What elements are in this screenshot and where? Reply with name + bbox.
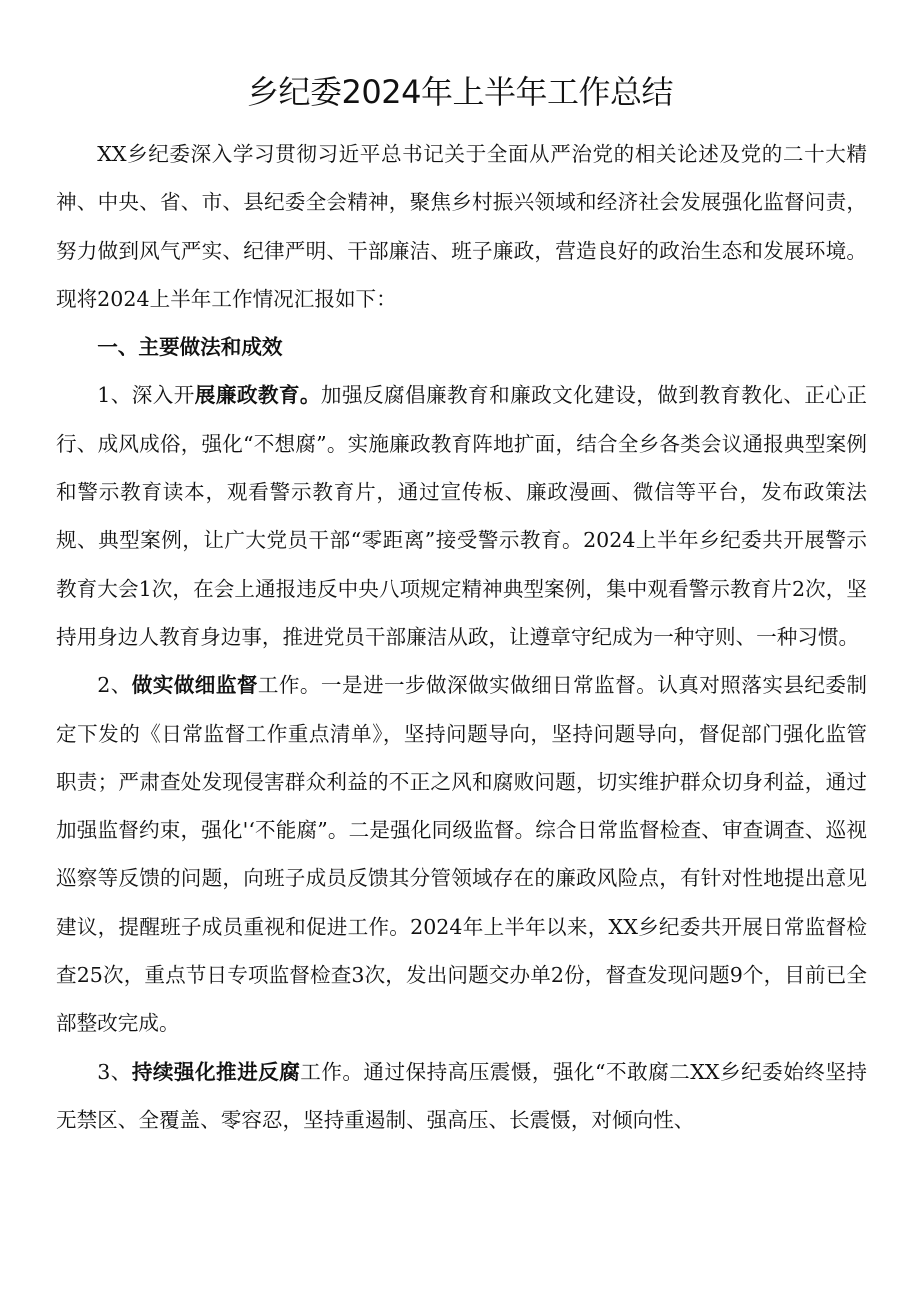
document-body bbox=[56, 130, 867, 1144]
item-1-bold: 展廉政教育。 bbox=[194, 383, 321, 408]
paragraph-item-1 bbox=[56, 371, 867, 661]
paragraph-intro: XX乡纪委深入学习贯彻习近平总书记关于全面从严治党的相关论述及党的二十大精神、中央、省、市、县纪委全会精神，聚焦乡村振兴领域和经济社会发展强化监督问责，努力做到风气严实、纪律严明、干部廉洁、班子廉政，营造良好的政治生态和发展环境。现将2024上半年工作情况汇报如下： bbox=[56, 142, 867, 311]
item-2-lead: 2、 bbox=[97, 673, 132, 698]
section-heading: 一、主要做法和成效 bbox=[97, 335, 283, 360]
item-2-text: 工作。一是进一步做深做实做细日常监督。认真对照落实县纪委制定下发的《日常监督工作重点清单》，坚持问题导向，坚持问题导向，督促部门强化监管职责；严肃查处发现侵害群众利益的不正之风和腐败问题，切实维护群众切身利益，通过加强监督约束，强化'‘不能腐”。二是强化同级监督。综合日常监督检查、审查调查、巡视巡察等反馈的问题，向班子成员反馈其分管领域存在的廉政风险点，有针对性地提出意见建议，提醒班子成员重视和促进工作。2024年上半年以来，XX乡纪委共开展日常监督检查25次，重点节日专项监督检查3次，发出问题交办单2份，督查发现问题9个，目前已全部整改完成。 bbox=[56, 673, 868, 1036]
item-3-lead: 3、 bbox=[97, 1059, 132, 1084]
item-3-text: 工作。通过保持高压震慑，强化“不敢腐二XX乡纪委始终坚持无禁区、全覆盖、零容忍，坚持重遏制、强高压、长震慑，对倾向性、 bbox=[56, 1059, 867, 1132]
item-3-bold: 持续强化推进反腐 bbox=[131, 1059, 301, 1084]
item-2-bold: 做实做细监督 bbox=[131, 673, 258, 698]
item-1-text: 加强反腐倡廉教育和廉政文化建设，做到教育教化、正心正行、成风成俗，强化“不想腐”。实施廉政教育阵地扩面，结合全乡各类会议通报典型案例和警示教育读本，观看警示教育片，通过宣传板、廉政漫画、微信等平台，发布政策法规、典型案例，让广大党员干部“零距离”接受警示教育。2024上半年乡纪委共开展警示教育大会1次，在会上通报违反中央八项规定精神典型案例，集中观看警示教育片2次，坚持用身边人教育身边事，推进党员干部廉洁从政，让遵章守纪成为一种守则、一种习惯。 bbox=[56, 383, 868, 649]
document-title: 乡纪委2024年上半年工作总结 bbox=[247, 73, 673, 111]
item-1-lead: 1、深入开 bbox=[97, 383, 195, 408]
paragraph-item-3 bbox=[56, 1048, 867, 1145]
paragraph-item-2 bbox=[56, 661, 867, 1047]
